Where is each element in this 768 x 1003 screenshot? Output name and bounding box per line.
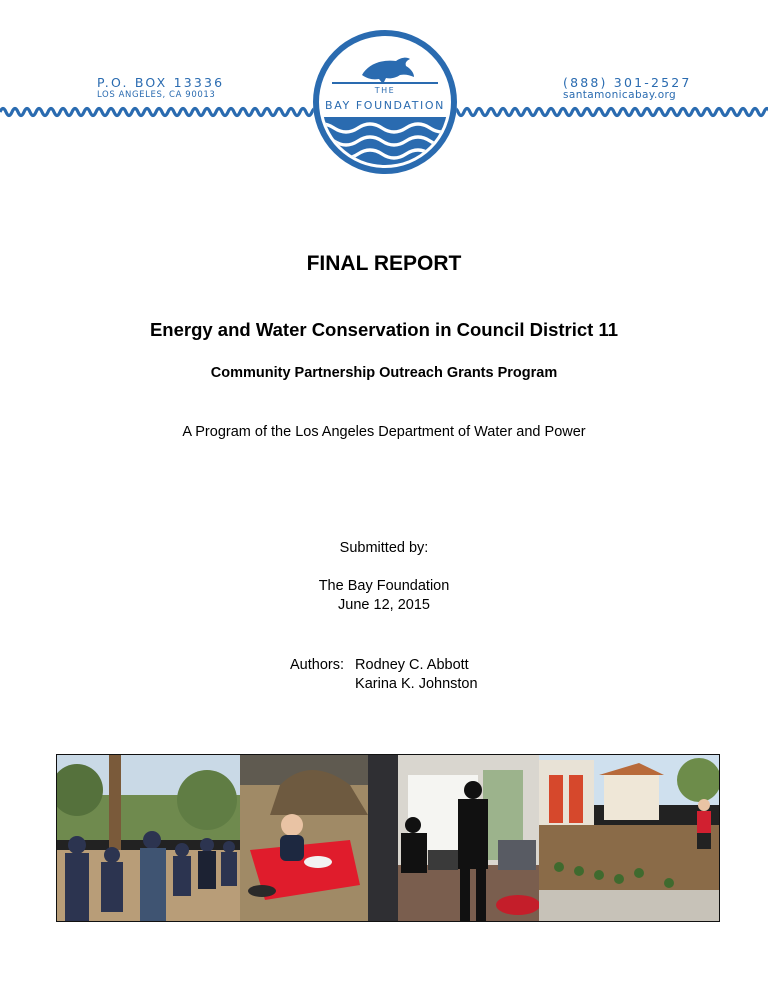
city-line: LOS ANGELES, CA 90013: [97, 90, 216, 100]
photo-child-on-blanket: [240, 755, 368, 921]
svg-text:THE: THE: [374, 86, 396, 95]
author-name: Karina K. Johnston: [355, 676, 478, 692]
report-date: June 12, 2015: [338, 597, 430, 613]
authors-label: Authors:: [290, 657, 344, 673]
photo-indoor-filming: [368, 755, 539, 921]
bay-foundation-logo: [310, 27, 460, 177]
submitting-organization: The Bay Foundation: [318, 578, 450, 594]
program-name: Community Partnership Outreach Grants Program: [210, 365, 558, 381]
po-box: P.O. BOX 13336: [97, 75, 225, 90]
submitted-label: Submitted by:: [339, 540, 429, 556]
letterhead: [0, 0, 768, 190]
program-tagline: A Program of the Los Angeles Department of Water and Power: [182, 424, 586, 440]
svg-text:BAY FOUNDATION: BAY FOUNDATION: [325, 99, 445, 112]
website-url: santamonicabay.org: [563, 89, 677, 101]
report-subtitle: Energy and Water Conservation in Council District 11: [149, 319, 619, 340]
phone-number: (888) 301-2527: [563, 75, 692, 90]
mailing-address: [97, 75, 224, 101]
photo-group-meeting: [57, 755, 240, 921]
author-name: Rodney C. Abbott: [355, 657, 469, 673]
photo-strip: [56, 754, 720, 922]
authors-block: [290, 656, 478, 694]
author-names: [355, 656, 478, 694]
photo-garden-planting: [539, 755, 719, 921]
report-title: FINAL REPORT: [306, 252, 462, 275]
contact-info: [563, 75, 692, 101]
